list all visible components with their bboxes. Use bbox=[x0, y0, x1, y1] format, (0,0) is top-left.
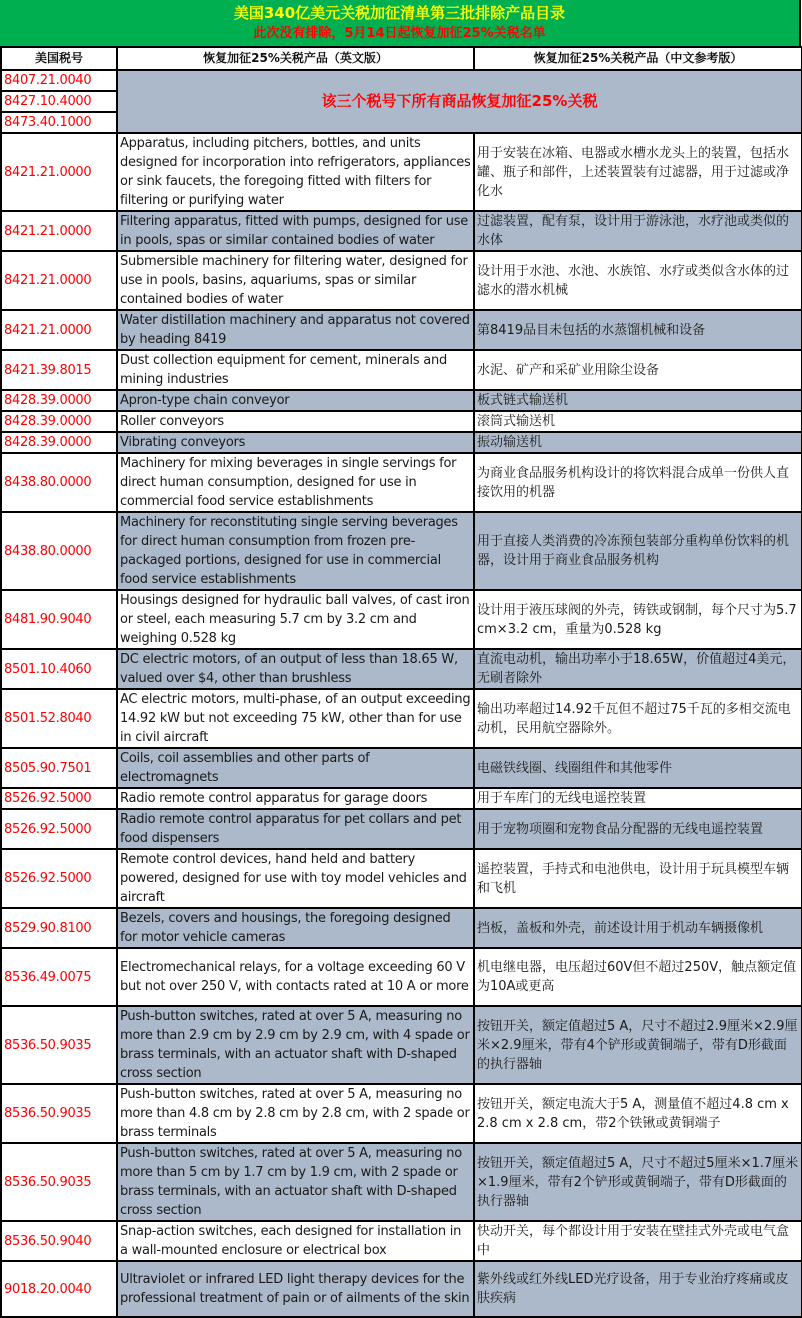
group-note-cell[interactable]: 该三个税号下所有商品恢复加征25%关税 bbox=[117, 70, 802, 133]
english-description-cell[interactable]: Remote control devices, hand held and battery powered, designed for use with toy model vehicles and aircraft bbox=[117, 849, 474, 908]
english-description-cell[interactable]: Apron-type chain conveyor bbox=[117, 390, 474, 411]
table-row bbox=[1, 310, 802, 350]
table-row bbox=[1, 748, 802, 788]
english-description-cell[interactable]: Water distillation machinery and apparatus not covered by heading 8419 bbox=[117, 310, 474, 350]
table-row bbox=[1, 211, 802, 251]
hs-code-cell[interactable]: 8481.90.9040 bbox=[1, 590, 117, 649]
chinese-description-cell[interactable]: 为商业食品服务机构设计的将饮料混合成单一份供人直接饮用的机器 bbox=[474, 453, 802, 512]
chinese-description-cell[interactable]: 按钮开关，额定值超过5 A，尺寸不超过2.9厘米×2.9厘米×2.9厘米，带有4个铲形或黄铜端子，带有D形截面的执行器轴 bbox=[474, 1006, 802, 1084]
table-row bbox=[1, 1006, 802, 1084]
hs-code-cell[interactable]: 8438.80.0000 bbox=[1, 512, 117, 590]
chinese-description-cell[interactable]: 挡板，盖板和外壳，前述设计用于机动车辆摄像机 bbox=[474, 908, 802, 948]
table-row bbox=[1, 849, 802, 908]
chinese-description-cell[interactable]: 按钮开关，额定值超过5 A，尺寸不超过5厘米×1.7厘米×1.9厘米，带有2个铲形或黄铜端子，带有D形截面的执行器轴 bbox=[474, 1143, 802, 1221]
chinese-description-cell[interactable]: 水泥、矿产和采矿业用除尘设备 bbox=[474, 350, 802, 390]
table-row bbox=[1, 350, 802, 390]
hs-code-cell[interactable]: 8536.49.0075 bbox=[1, 948, 117, 1006]
hs-code-cell[interactable]: 8428.39.0000 bbox=[1, 390, 117, 411]
table-row bbox=[1, 411, 802, 432]
hs-code-cell[interactable]: 8438.80.0000 bbox=[1, 453, 117, 512]
hs-code-cell[interactable]: 8421.21.0000 bbox=[1, 251, 117, 310]
table-row bbox=[1, 512, 802, 590]
hs-code-cell[interactable]: 8536.50.9040 bbox=[1, 1221, 117, 1261]
table-row bbox=[1, 390, 802, 411]
english-description-cell[interactable]: Radio remote control apparatus for garage doors bbox=[117, 788, 474, 809]
chinese-description-cell[interactable]: 机电继电器，电压超过60V但不超过250V，触点额定值为10A或更高 bbox=[474, 948, 802, 1006]
chinese-description-cell[interactable]: 输出功率超过14.92千瓦但不超过75千瓦的多相交流电动机，民用航空器除外。 bbox=[474, 689, 802, 748]
table-row bbox=[1, 1143, 802, 1221]
tariff-table bbox=[0, 46, 802, 1318]
chinese-description-cell[interactable]: 滚筒式输送机 bbox=[474, 411, 802, 432]
table-row bbox=[1, 1261, 802, 1317]
header-code[interactable]: 美国税号 bbox=[1, 47, 117, 70]
chinese-description-cell[interactable]: 紫外线或红外线LED光疗设备，用于专业治疗疼痛或皮肤疾病 bbox=[474, 1261, 802, 1317]
chinese-description-cell[interactable]: 电磁铁线圈、线圈组件和其他零件 bbox=[474, 748, 802, 788]
hs-code-cell[interactable]: 9018.20.0040 bbox=[1, 1261, 117, 1317]
table-row bbox=[1, 133, 802, 211]
english-description-cell[interactable]: Push-button switches, rated at over 5 A, measuring no more than 5 cm by 1.7 cm by 1.9 cm, with 2 spade or brass terminals, with an actuator shaft with D-shaped cross section bbox=[117, 1143, 474, 1221]
chinese-description-cell[interactable]: 板式链式输送机 bbox=[474, 390, 802, 411]
hs-code-cell[interactable]: 8421.21.0000 bbox=[1, 133, 117, 211]
english-description-cell[interactable]: Machinery for reconstituting single serving beverages for direct human consumption from frozen pre-packaged portions, designed for use in commercial food service establishments bbox=[117, 512, 474, 590]
hs-code-cell[interactable]: 8421.21.0000 bbox=[1, 211, 117, 251]
english-description-cell[interactable]: Apparatus, including pitchers, bottles, and units designed for incorporation into refrigerators, appliances or sink faucets, the foregoing fitted with filters for filtering or purifying water bbox=[117, 133, 474, 211]
hs-code-cell[interactable]: 8428.39.0000 bbox=[1, 411, 117, 432]
hs-code-cell[interactable]: 8421.39.8015 bbox=[1, 350, 117, 390]
english-description-cell[interactable]: AC electric motors, multi-phase, of an output exceeding 14.92 kW but not exceeding 75 kW, other than for use in civil aircraft bbox=[117, 689, 474, 748]
table-row bbox=[1, 432, 802, 453]
english-description-cell[interactable]: Bezels, covers and housings, the foregoing designed for motor vehicle cameras bbox=[117, 908, 474, 948]
chinese-description-cell[interactable]: 设计用于水池、水池、水族馆、水疗或类似含水体的过滤水的潜水机械 bbox=[474, 251, 802, 310]
chinese-description-cell[interactable]: 用于宠物项圈和宠物食品分配器的无线电遥控装置 bbox=[474, 809, 802, 849]
hs-code-cell[interactable]: 8526.92.5000 bbox=[1, 849, 117, 908]
hs-code-cell[interactable]: 8501.10.4060 bbox=[1, 649, 117, 689]
hs-code-cell[interactable]: 8536.50.9035 bbox=[1, 1006, 117, 1084]
group-code-cell[interactable]: 8407.21.0040 bbox=[1, 70, 117, 91]
chinese-description-cell[interactable]: 直流电动机，输出功率小于18.65W，价值超过4美元，无刷者除外 bbox=[474, 649, 802, 689]
english-description-cell[interactable]: Dust collection equipment for cement, minerals and mining industries bbox=[117, 350, 474, 390]
table-row bbox=[1, 1084, 802, 1143]
english-description-cell[interactable]: Push-button switches, rated at over 5 A, measuring no more than 4.8 cm by 2.8 cm by 2.8 cm, with 2 spade or brass terminals bbox=[117, 1084, 474, 1143]
chinese-description-cell[interactable]: 用于直接人类消费的冷冻预包装部分重构单份饮料的机器，设计用于商业食品服务机构 bbox=[474, 512, 802, 590]
group-row bbox=[1, 70, 802, 91]
english-description-cell[interactable]: Coils, coil assemblies and other parts of electromagnets bbox=[117, 748, 474, 788]
hs-code-cell[interactable]: 8526.92.5000 bbox=[1, 809, 117, 849]
hs-code-cell[interactable]: 8505.90.7501 bbox=[1, 748, 117, 788]
chinese-description-cell[interactable]: 第8419品目未包括的水蒸馏机械和设备 bbox=[474, 310, 802, 350]
hs-code-cell[interactable]: 8421.21.0000 bbox=[1, 310, 117, 350]
english-description-cell[interactable]: DC electric motors, of an output of less than 18.65 W, valued over $4, other than brushless bbox=[117, 649, 474, 689]
english-description-cell[interactable]: Ultraviolet or infrared LED light therapy devices for the professional treatment of pain or of ailments of the skin bbox=[117, 1261, 474, 1317]
chinese-description-cell[interactable]: 快动开关，每个都设计用于安装在壁挂式外壳或电气盒中 bbox=[474, 1221, 802, 1261]
english-description-cell[interactable]: Snap-action switches, each designed for installation in a wall-mounted enclosure or electrical box bbox=[117, 1221, 474, 1261]
english-description-cell[interactable]: Machinery for mixing beverages in single servings for direct human consumption, designed for use in commercial food service establishments bbox=[117, 453, 474, 512]
english-description-cell[interactable]: Housings designed for hydraulic ball valves, of cast iron or steel, each measuring 5.7 cm by 3.2 cm and weighing 0.528 kg bbox=[117, 590, 474, 649]
table-row bbox=[1, 1221, 802, 1261]
english-description-cell[interactable]: Push-button switches, rated at over 5 A, measuring no more than 2.9 cm by 2.9 cm by 2.9 cm, with 4 spade or brass terminals, with an actuator shaft with D-shaped cross section bbox=[117, 1006, 474, 1084]
english-description-cell[interactable]: Vibrating conveyors bbox=[117, 432, 474, 453]
chinese-description-cell[interactable]: 用于车库门的无线电遥控装置 bbox=[474, 788, 802, 809]
group-code-cell[interactable]: 8427.10.4000 bbox=[1, 91, 117, 112]
chinese-description-cell[interactable]: 过滤装置，配有泵，设计用于游泳池，水疗池或类似的水体 bbox=[474, 211, 802, 251]
hs-code-cell[interactable]: 8428.39.0000 bbox=[1, 432, 117, 453]
chinese-description-cell[interactable]: 设计用于液压球阀的外壳，铸铁或钢制，每个尺寸为5.7 cm×3.2 cm，重量为0.528 kg bbox=[474, 590, 802, 649]
table-row bbox=[1, 689, 802, 748]
english-description-cell[interactable]: Roller conveyors bbox=[117, 411, 474, 432]
chinese-description-cell[interactable]: 遥控装置，手持式和电池供电，设计用于玩具模型车辆和飞机 bbox=[474, 849, 802, 908]
table-row bbox=[1, 649, 802, 689]
english-description-cell[interactable]: Filtering apparatus, fitted with pumps, designed for use in pools, spas or similar contained bodies of water bbox=[117, 211, 474, 251]
table-row bbox=[1, 809, 802, 849]
english-description-cell[interactable]: Submersible machinery for filtering water, designed for use in pools, basins, aquariums, spas or similar contained bodies of water bbox=[117, 251, 474, 310]
table-row bbox=[1, 590, 802, 649]
chinese-description-cell[interactable]: 按钮开关，额定电流大于5 A，测量值不超过4.8 cm x 2.8 cm x 2.8 cm，带2个铁锹或黄铜端子 bbox=[474, 1084, 802, 1143]
hs-code-cell[interactable]: 8536.50.9035 bbox=[1, 1143, 117, 1221]
table-row bbox=[1, 908, 802, 948]
hs-code-cell[interactable]: 8529.90.8100 bbox=[1, 908, 117, 948]
table-row bbox=[1, 948, 802, 1006]
header-english[interactable]: 恢复加征25%关税产品（英文版） bbox=[117, 47, 474, 70]
hs-code-cell[interactable]: 8536.50.9035 bbox=[1, 1084, 117, 1143]
english-description-cell[interactable]: Electromechanical relays, for a voltage exceeding 60 V but not over 250 V, with contacts rated at 10 A or more bbox=[117, 948, 474, 1006]
english-description-cell[interactable]: Radio remote control apparatus for pet collars and pet food dispensers bbox=[117, 809, 474, 849]
hs-code-cell[interactable]: 8526.92.5000 bbox=[1, 788, 117, 809]
table-row bbox=[1, 453, 802, 512]
table-row bbox=[1, 788, 802, 809]
group-code-cell[interactable]: 8473.40.1000 bbox=[1, 112, 117, 133]
header-chinese[interactable]: 恢复加征25%关税产品（中文参考版） bbox=[474, 47, 802, 70]
table-row bbox=[1, 251, 802, 310]
title-banner bbox=[0, 0, 801, 46]
chinese-description-cell[interactable]: 振动输送机 bbox=[474, 432, 802, 453]
chinese-description-cell[interactable]: 用于安装在冰箱、电器或水槽水龙头上的装置，包括水罐、瓶子和部件，上述装置装有过滤器，用于过滤或净化水 bbox=[474, 133, 802, 211]
sheet-subtitle: 此次没有排除，5月14日起恢复加征25%关税名单 bbox=[253, 26, 546, 41]
hs-code-cell[interactable]: 8501.52.8040 bbox=[1, 689, 117, 748]
header-row bbox=[1, 47, 802, 70]
sheet-title: 美国340亿美元关税加征清单第三批排除产品目录 bbox=[233, 4, 566, 22]
